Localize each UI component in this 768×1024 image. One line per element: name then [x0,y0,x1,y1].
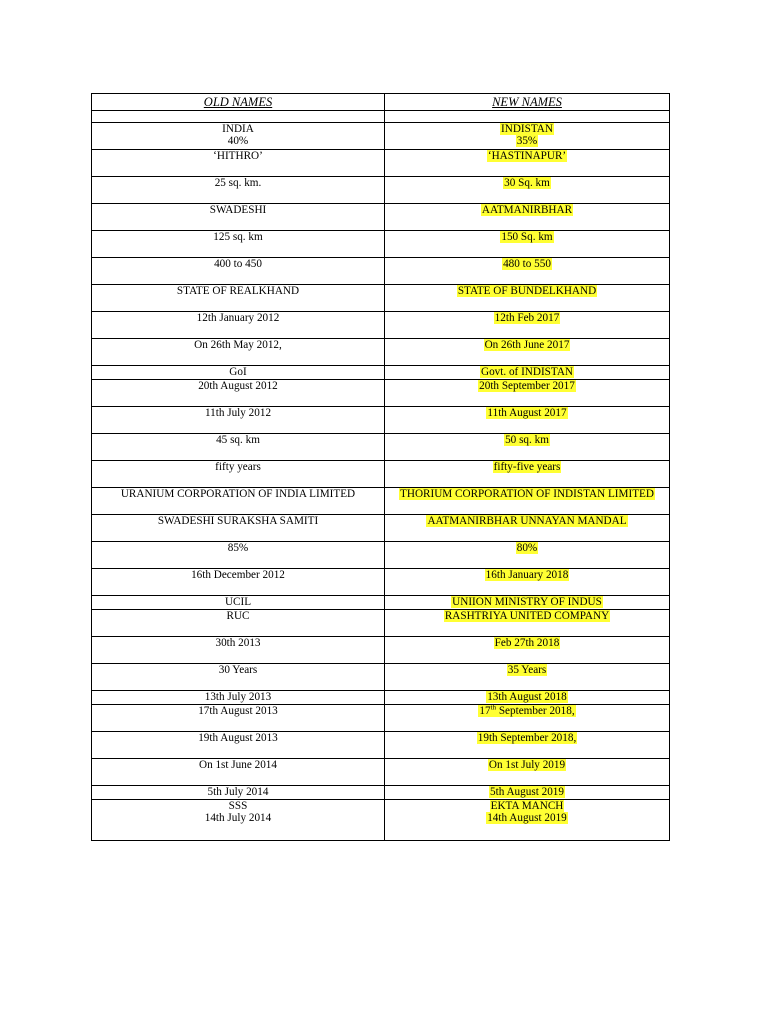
table-row [92,434,670,461]
new-name: 20th September 2017 [479,380,575,392]
table-row [92,759,670,786]
old-name: 17th August 2013 [92,705,385,732]
blank-row [92,111,670,123]
old-name: On 26th May 2012, [92,339,385,366]
new-name: RASHTRIYA UNITED COMPANY [444,610,610,622]
table-row [92,258,670,285]
new-name: Govt. of INDISTAN [480,366,573,378]
new-name: 5th August 2019 [490,786,564,798]
new-name: ‘HASTINAPUR’ [487,150,567,162]
old-name: 30 Years [92,664,385,691]
new-name: On 1st July 2019 [488,759,566,771]
old-name: 20th August 2012 [92,380,385,407]
old-name: 125 sq. km [92,231,385,258]
new-name: INDISTAN [501,123,553,135]
new-name: 30 Sq. km [504,177,550,189]
table-row [92,339,670,366]
new-name: STATE OF BUNDELKHAND [457,285,597,297]
new-name: 14th August 2019 [487,812,567,824]
old-name: On 1st June 2014 [92,759,385,786]
table-row [92,231,670,258]
old-name: 16th December 2012 [92,569,385,596]
header-row [92,94,670,111]
table-row [92,461,670,488]
new-name: 80% [516,542,538,554]
old-name: 14th July 2014 [204,812,272,824]
old-name: 85% [92,542,385,569]
new-name: 17th September 2018, [479,704,575,717]
new-name: On 26th June 2017 [484,339,570,351]
old-name: 45 sq. km [92,434,385,461]
old-names-header: OLD NAMES [92,94,385,111]
old-name: 13th July 2013 [92,691,385,705]
old-name: 40% [227,135,249,147]
new-name: AATMANIRBHAR UNNAYAN MANDAL [427,515,627,527]
table-row [92,515,670,542]
new-name: 480 to 550 [503,258,551,270]
new-name: 13th August 2018 [487,691,567,703]
table-row [92,150,670,177]
table-row [92,407,670,434]
table-row [92,610,670,637]
table-row [92,488,670,515]
new-name: 150 Sq. km [501,231,553,243]
table-row [92,204,670,231]
old-name: 400 to 450 [92,258,385,285]
old-name: ‘HITHRO’ [92,150,385,177]
old-name: INDIA [222,123,254,135]
old-name: 11th July 2012 [92,407,385,434]
old-name: SWADESHI [92,204,385,231]
table-row [92,123,670,150]
table-row [92,542,670,569]
new-name: fifty-five years [493,461,561,473]
table-row [92,691,670,705]
table-row [92,800,670,841]
new-name: THORIUM CORPORATION OF INDISTAN LIMITED [400,488,654,500]
table-row [92,786,670,800]
table-row [92,177,670,204]
old-name: SWADESHI SURAKSHA SAMITI [92,515,385,542]
table-row [92,637,670,664]
old-name: UCIL [92,596,385,610]
old-name: SSS [228,800,248,812]
old-name: 5th July 2014 [92,786,385,800]
table-row [92,380,670,407]
old-name: GoI [92,366,385,380]
new-name: 35% [516,135,538,147]
old-name: STATE OF REALKHAND [92,285,385,312]
table-row [92,664,670,691]
table-row [92,705,670,732]
new-name: EKTA MANCH [490,800,564,812]
new-name: 16th January 2018 [485,569,569,581]
old-name: RUC [92,610,385,637]
table-row [92,312,670,339]
old-name: 25 sq. km. [92,177,385,204]
old-name: URANIUM CORPORATION OF INDIA LIMITED [92,488,385,515]
old-name: 19th August 2013 [92,732,385,759]
new-name: 11th August 2017 [487,407,567,419]
table-row [92,366,670,380]
old-name: fifty years [92,461,385,488]
table-row [92,596,670,610]
names-table [91,93,670,841]
new-name: Feb 27th 2018 [494,637,560,649]
new-name: 12th Feb 2017 [494,312,560,324]
table-row [92,569,670,596]
table-row [92,285,670,312]
new-name: 50 sq. km [505,434,549,446]
new-name: UNIION MINISTRY OF INDUS [452,596,602,608]
table-row [92,732,670,759]
old-name: 12th January 2012 [92,312,385,339]
old-name: 30th 2013 [92,637,385,664]
new-name: 19th September 2018, [477,732,577,744]
new-names-header: NEW NAMES [385,94,670,111]
new-name: AATMANIRBHAR [481,204,573,216]
new-name: 35 Years [507,664,547,676]
